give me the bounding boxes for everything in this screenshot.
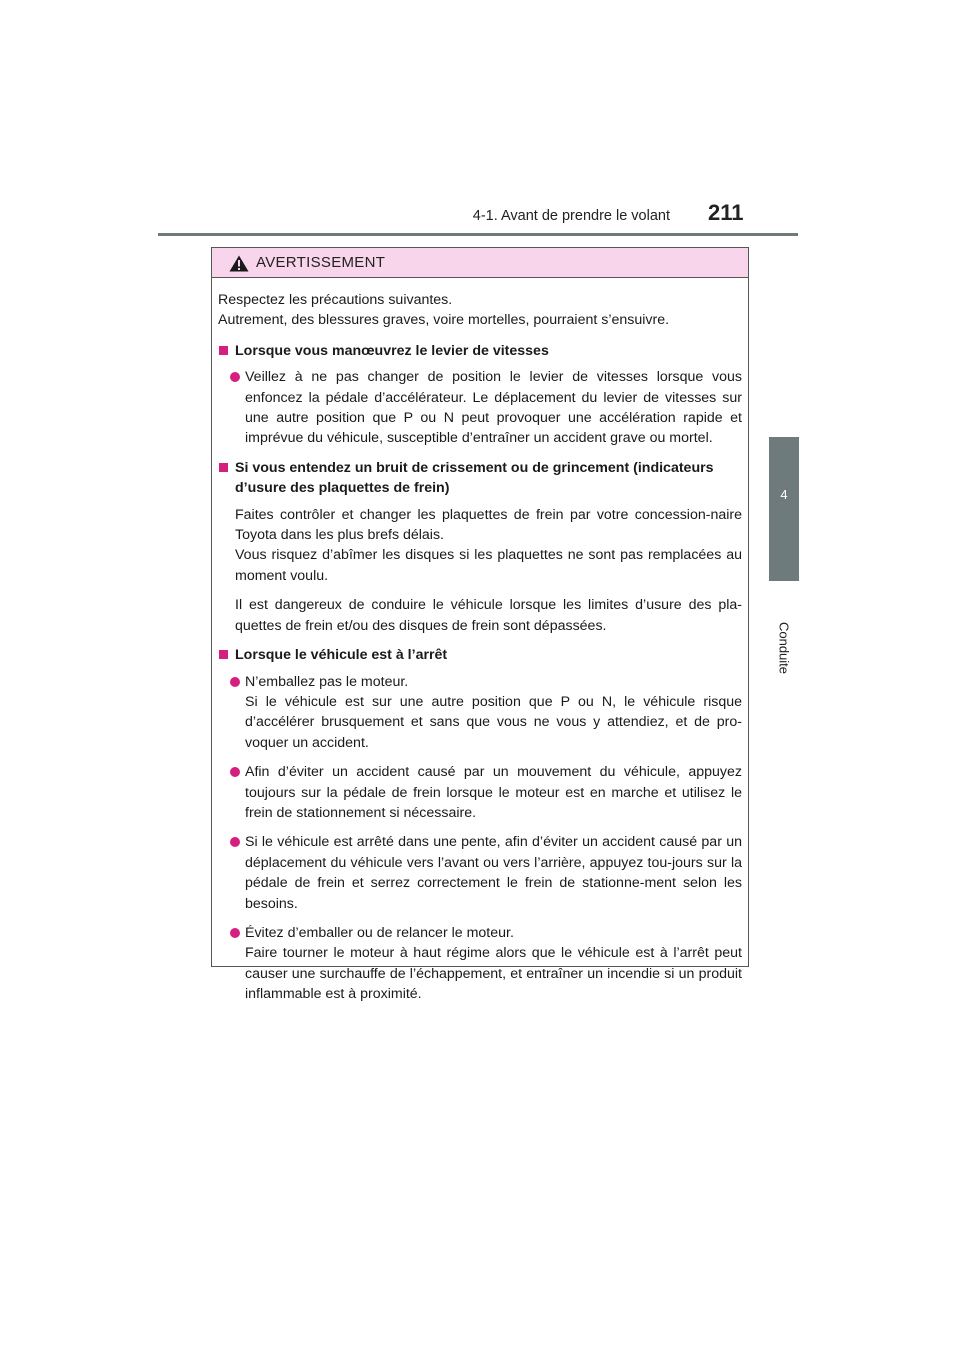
section-heading-shift-lever <box>218 341 742 361</box>
section-heading-text: Lorsque le véhicule est à l’arrêt <box>235 647 448 664</box>
warning-body <box>212 278 748 1005</box>
warning-title: AVERTISSEMENT <box>256 254 386 271</box>
list-item-text: N’emballez pas le moteur. Si le véhicule est sur une autre position que P ou N, le véhicule risque d’accélérer brusquement et sans que vous ne vous y attendiez, et de pro-voquer un accident. <box>245 673 742 751</box>
page-number: 211 <box>708 200 744 225</box>
list-item-text: Évitez d’emballer ou de relancer le moteur. Faire tourner le moteur à haut régime alors que le véhicule est à l’arrêt peut causer une surchauffe de l’échappement, et entraîner un incendie si un produit inflammable est à proximité. <box>245 924 742 1003</box>
round-bullet-icon <box>230 767 240 777</box>
chapter-number: 4 <box>780 487 788 502</box>
paragraph: Faites contrôler et changer les plaquettes de frein par votre concession-naire Toyota dans les plus brefs délais. Vous risquez d’abîmer les disques si les plaquettes ne sont pas remplacées au moment voulu. <box>235 506 742 584</box>
square-bullet-icon <box>219 463 228 472</box>
chapter-tab <box>769 437 799 581</box>
list-item <box>230 923 742 1005</box>
section-heading-vehicle-stopped <box>218 645 742 665</box>
section-heading-brake-pads <box>218 458 742 499</box>
list-item <box>230 762 742 823</box>
warning-intro: Respectez les précautions suivantes. Autrement, des blessures graves, voire mortelles, pourraient s’ensuivre. <box>218 292 670 329</box>
section-title: 4-1. Avant de prendre le volant <box>472 208 670 224</box>
list-item <box>230 672 742 754</box>
round-bullet-icon <box>230 372 240 382</box>
round-bullet-icon <box>230 928 240 938</box>
list-item <box>230 367 742 449</box>
section-heading-text: Si vous entendez un bruit de crissement ou de grincement (indicateurs d’usure des plaquettes de frein) <box>235 459 714 497</box>
round-bullet-icon <box>230 677 240 687</box>
section-heading-text: Lorsque vous manœuvrez le levier de vitesses <box>235 342 549 359</box>
list-item-text: Veillez à ne pas changer de position le levier de vitesses lorsque vous enfoncez la pédale d’accélérateur. Le déplacement du levier de vitesses sur une autre position que P ou N peut provoquer une accélération rapide et imprévue du véhicule, susceptible d’entraîner un accident grave ou mortel. <box>245 369 742 447</box>
square-bullet-icon <box>219 650 228 659</box>
warning-box <box>211 247 749 1003</box>
paragraph: Il est dangereux de conduire le véhicule lorsque les limites d’usure des pla-quettes de frein et/ou des disques de frein sont dépassées. <box>235 597 742 634</box>
list-item-text: Afin d’éviter un accident causé par un mouvement du véhicule, appuyez toujours sur la pédale de frein lorsque le moteur est en marche et utilisez le frein de stationnement si nécessaire. <box>245 764 742 821</box>
chapter-label: Conduite <box>776 621 792 675</box>
round-bullet-icon <box>230 837 240 847</box>
square-bullet-icon <box>219 346 228 355</box>
chapter-label-tab <box>772 616 796 680</box>
warning-triangle-icon <box>229 255 249 272</box>
list-item-text: Si le véhicule est arrêté dans une pente, afin d’éviter un accident causé par un déplacement du véhicule vers l’avant ou vers l’arrière, appuyez tou-jours sur la pédale de frein et serrez correctement le frein de stationne-ment selon les besoins. <box>245 834 742 912</box>
warning-header <box>212 248 748 278</box>
header-rule <box>158 233 798 236</box>
list-item <box>230 832 742 914</box>
